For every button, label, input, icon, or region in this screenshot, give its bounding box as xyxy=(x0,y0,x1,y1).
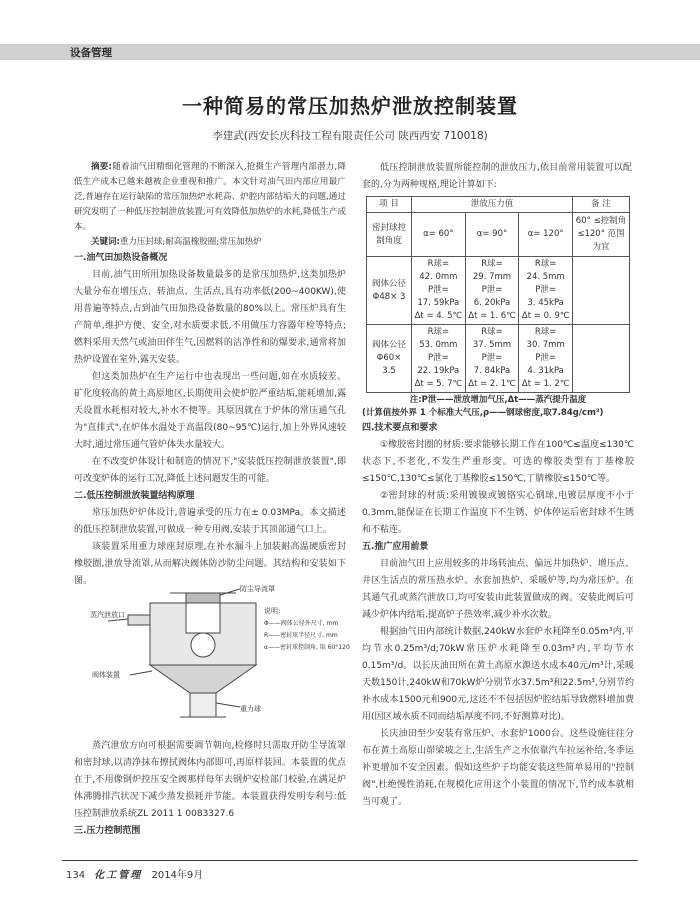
cell-line: 37. 5mm xyxy=(472,340,512,350)
cell-line: 22. 19kPa xyxy=(417,366,460,376)
th-item: 项 目 xyxy=(367,197,412,213)
cell-line: 3. 45kPa xyxy=(527,298,564,308)
cell-d48-90 xyxy=(465,257,519,325)
section-header-band xyxy=(0,44,700,60)
angle-note: 60° ≤控制角≤120° 范围为宜 xyxy=(573,213,630,257)
angle-60: α= 60° xyxy=(412,213,466,257)
section-2-para-1: 常压加热炉炉体设计,普遍承受的压力在± 0.03MPa。本文描述的低压控制泄放装置,可做成一种专用阀,安装于其顶部通气口上。 xyxy=(74,508,346,535)
cell-line: 7. 84kPa xyxy=(473,366,511,376)
cell-line: 53. 0mm xyxy=(419,340,458,350)
pressure-intro: 低压控制泄放装置所能控制的泄放压力,依目前常用装置可以配套的,分为两种规格,理论计算如下: xyxy=(362,163,632,190)
footer-rule xyxy=(62,860,638,861)
angle-120: α= 120° xyxy=(519,213,573,257)
section-3-heading: 三.压力控制范围 xyxy=(74,826,141,836)
section-5-heading: 五.推广应用前景 xyxy=(362,542,429,552)
abstract-text: 随着油气田精细化管理的不断深入,抢摄生产管理内部潜力,降低生产成本已越来越被企业重视和推广。本文针对油气田内部应用最广泛,普遍存在运行缺陷的常压加热炉水耗高、炉腔内部结垢大的问题,通过研究发明了一种低压控制泄放装置,可有效降低加热炉的水耗,降低生产成本。 xyxy=(74,162,346,232)
cell-d60-note xyxy=(573,325,630,393)
valve-diagram xyxy=(90,585,350,725)
label-valve-body: 阀体装置 xyxy=(92,671,120,679)
cell-d60-120 xyxy=(519,325,573,393)
cell-line: R球= xyxy=(534,259,557,269)
article-title: 一种简易的常压加热炉泄放控制装置 xyxy=(182,94,518,118)
cell-d60-60 xyxy=(412,325,466,393)
legend-item-2: R——密封球半径尺寸, mm xyxy=(264,632,338,639)
section-2-heading: 二.低压控制泄放装置结构原理 xyxy=(74,491,195,501)
issue-date: 2014年9月 xyxy=(151,870,204,881)
valve-figure xyxy=(90,585,350,725)
section-1-para-1: 目前,油气田所用加热设备数量最多的是常压加热炉,这类加热炉大量分布在增压点、转油点、生活点,具有功率低(200~400KW),使用普遍等特点,占到油气田加热设备数量的80%以上。常压炉具有生产简单,维护方便、安全,对水质要求低,不用做压力容器年检等特点;燃料采用天然气或油田伴生气,因燃料的洁净性和防爆要求,通常将加热炉设置在室外,露天安装。 xyxy=(74,270,346,365)
row-d60-label: 阀体公径 Φ60× 3.5 xyxy=(367,325,412,393)
cell-line: R球= xyxy=(427,327,450,337)
cell-line: 6. 20kPa xyxy=(473,298,511,308)
cell-line: R球= xyxy=(481,259,503,269)
angle-90: α= 90° xyxy=(465,213,519,257)
cell-line: Δt = 2. 1℃ xyxy=(468,379,516,389)
cell-line: 24. 5mm xyxy=(526,272,565,282)
cell-d48-120 xyxy=(519,257,573,325)
page-number: 134 xyxy=(66,870,86,881)
label-gravity-ball: 重力球 xyxy=(240,705,261,713)
cell-d48-note xyxy=(573,257,630,325)
section-4-para-2: ②密封球的材质:采用镀镍或镀铬实心钢球,电镀层厚度不小于0.3mm,能保证在长期工作温度下不生锈、炉体停运后密封球不生锈和不粘连。 xyxy=(362,491,634,535)
cell-line: 29. 7mm xyxy=(472,272,512,282)
row-d48-label: 阀体公径 Φ48× 3 xyxy=(367,257,412,325)
keywords-label: 关键词: xyxy=(91,237,120,247)
cell-line: P泄= xyxy=(535,353,557,363)
author-line: 李建武(西安长庆科技工程有限责任公司 陕西西安 710018) xyxy=(212,130,488,142)
legend-item-1: Φ——阀体公径外尺寸, mm xyxy=(264,620,339,627)
pressure-table-wrap xyxy=(366,196,630,393)
section-2-para-2: 该装置采用重力球座封原理,在补水漏斗上加装耐高温硬质密封橡胶圈,泄放导流罩,从而解决阀体防沙防尘问题。其结构和安装如下图。 xyxy=(74,542,346,586)
cell-line: Δt = 4. 5℃ xyxy=(414,311,463,321)
pressure-table xyxy=(366,196,630,393)
row-angle-label: 密封球控制角度 xyxy=(367,213,412,257)
page-footer xyxy=(66,866,203,881)
cell-line: 30. 7mm xyxy=(526,340,565,350)
section-5-para-3: 长庆油田至少安装有常压炉、水套炉1000台。这些设施往往分布在黄土高原山峁梁坡之上,生活生产之水依靠汽车拉运补给,冬季运补更增加不安全因素。假如这些炉子均能安装这些简单易用的"控制阀",杜绝慢性消耗,在规模化应用这个小装置的情况下,节约成本就相当可观了。 xyxy=(362,729,634,807)
cell-line: P泄= xyxy=(481,353,503,363)
legend-item-3: α——密封球控制角, 取 60°120° xyxy=(264,644,350,651)
label-dust-cover: 防尘导流罩 xyxy=(240,585,275,593)
section-4-para-1: ①橡胶密封圈的材质:要求能够长期工作在100℃≤温度≤130℃状态下,不老化,不发生严重形变。可选的橡胶类型有丁基橡胶≤150℃,130℃≤氯化丁基橡胶≤150℃,丁腈橡胶≤150℃等。 xyxy=(362,440,634,484)
cell-line: 42. 0mm xyxy=(419,272,458,282)
section-1-para-2: 但这类加热炉在生产运行中也表现出一些问题,如在水质较差、矿化度较高的黄土高原地区,长期使用会使炉腔严重结垢,能耗增加,露天设置水耗相对较大,补水不便等。其原因就在于炉体的常压通气孔为"直排式",在炉体水温处于高温段(80~95℃)运行,加上外界风速较大时,通过常压通气管炉体失水量较大。 xyxy=(74,372,346,450)
cell-line: P泄= xyxy=(481,285,503,295)
cell-line: R球= xyxy=(427,259,450,269)
th-note: 备 注 xyxy=(573,197,630,213)
abstract xyxy=(74,160,346,235)
label-steam-outlet: 蒸汽泄放口 xyxy=(90,611,125,619)
section-1-para-3: 在不改变炉体设计和制造的情况下,"安装低压控制泄放装置",即可改变炉体的运行工况,降低上述问题发生的可能。 xyxy=(74,457,346,484)
cell-d60-90 xyxy=(465,325,519,393)
right-column-lower xyxy=(362,394,634,811)
cell-line: R球= xyxy=(481,327,503,337)
abstract-label: 摘要: xyxy=(91,162,112,172)
left-column xyxy=(74,160,346,590)
cell-line: Δt = 1. 2℃ xyxy=(521,379,570,389)
journal-name: 化工管理 xyxy=(94,870,143,881)
th-pressure: 泄放压力值 xyxy=(412,197,573,213)
table-note-2: (计算值按外界 1 个标准大气压,ρ——钢球密度,取7.84g/cm³) xyxy=(362,408,604,418)
cell-line: Δt = 0. 9℃ xyxy=(521,311,570,321)
cell-line: Δt = 1. 6℃ xyxy=(468,311,516,321)
cell-line: 4. 31kPa xyxy=(527,366,564,376)
section-5-para-1: 目前油气田上应用较多的井场转油点、偏远井加热炉、增压点、井区生活点的常压热水炉、水套加热炉、采暖炉等,均为常压炉。在其通气孔或蒸汽泄放口,均可安装由此装置做成的阀。安装此阀后可减少炉体内结垢,提高炉子热效率,减少补水次数。 xyxy=(362,559,634,620)
cell-line: P泄= xyxy=(427,285,449,295)
cell-line: P泄= xyxy=(427,353,449,363)
table-note-1: 注:P泄——泄放增加气压,Δt——蒸汽提升温度 xyxy=(409,395,587,405)
cell-d48-60 xyxy=(412,257,466,325)
keywords xyxy=(74,235,346,250)
section-1-heading: 一.油气田加热设备概况 xyxy=(74,253,168,263)
section-5-para-2: 根据油气田内部统计数据,240kW水套炉水耗降至0.05m³内,平均节水0.25m³/d;70kW常压炉水耗降至0.03m³内,平均节水0.15m³/d。以长庆油田所在黄土高原水源送水成本40元/m³计,采暖天数150计,240kW和70kW炉分别节水37.5m³和22.5m³,分别节约补水成本1500元和900元,这还不不包括因炉腔结垢导致燃料增加费用(因区域水质不同而结垢厚度不同,不好测算对比)。 xyxy=(362,627,634,722)
right-column xyxy=(362,160,632,194)
section-label: 设备管理 xyxy=(70,47,112,59)
keywords-text: 重力压封球;耐高温橡胶圈;常压加热炉 xyxy=(119,237,262,247)
cell-line: 17. 59kPa xyxy=(417,298,460,308)
section-4-heading: 四.技术要点和要求 xyxy=(362,423,438,433)
cell-line: P泄= xyxy=(535,285,557,295)
left-column-lower xyxy=(74,738,346,840)
cell-line: Δt = 5. 7℃ xyxy=(414,379,463,389)
cell-line: R球= xyxy=(534,327,557,337)
section-2-para-3: 蒸汽泄放方向可根据需要调节朝向,检修时只需取开防尘导流罩和密封球,以清净抹布擦拭阀体内部即可,再原样装回。本装置的优点在于,不用像钢炉控压安全阀那样每年去钢炉安检部门校验,在满足炉体沸腾排汽状况下减少蒸发损耗并节能。本装置获得发明专利号:低压控制泄放系统ZL 2011 1 0083327.6 xyxy=(74,741,346,819)
legend-title: 说明: xyxy=(264,607,281,615)
